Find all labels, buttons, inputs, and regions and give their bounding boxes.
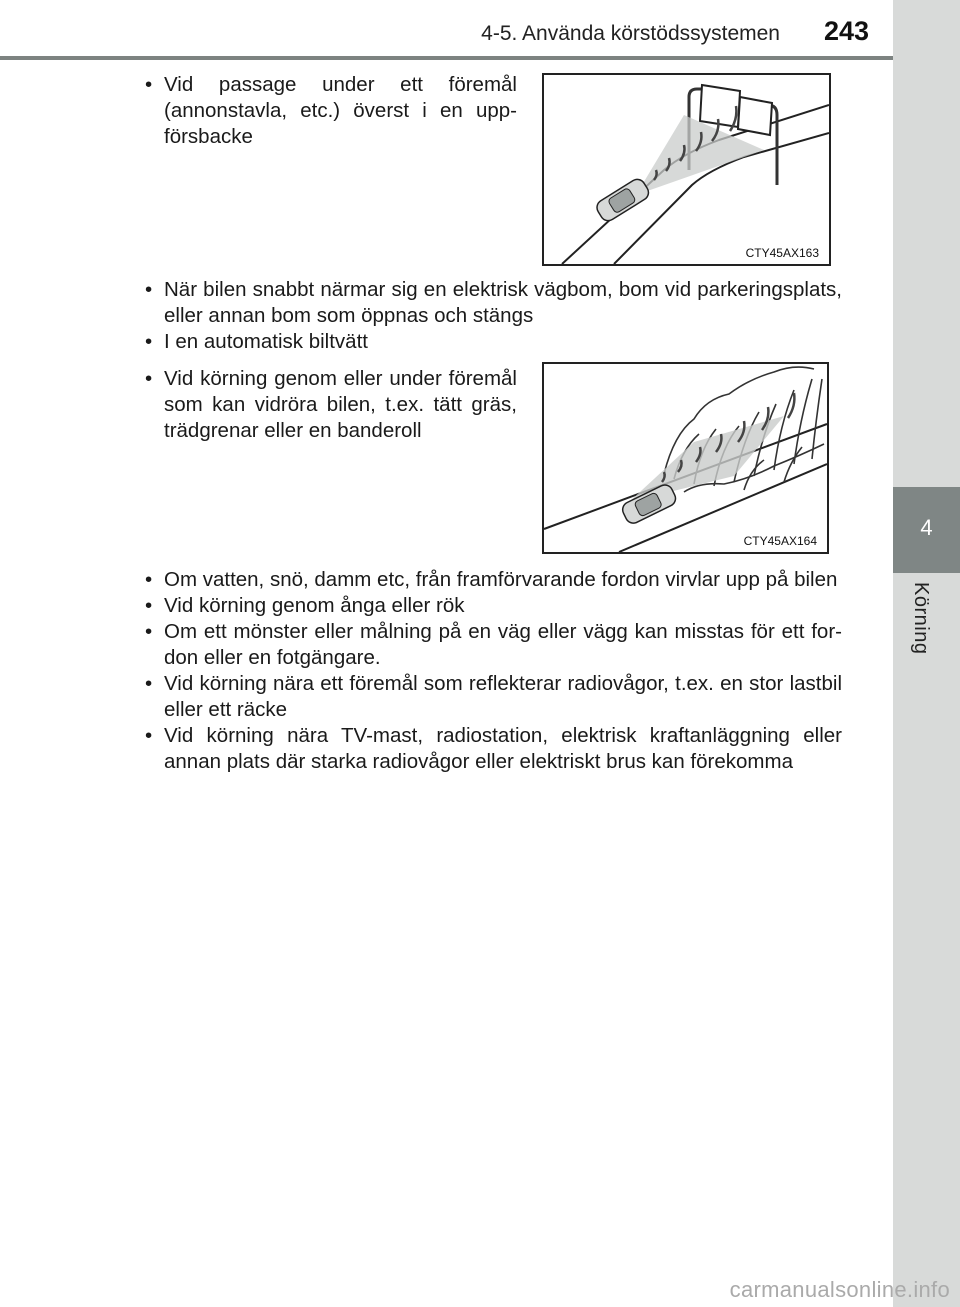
car-under-overhead-sign-illustration [544, 75, 829, 264]
list-item: • Vid körning genom ånga eller rök [121, 593, 842, 619]
list-item: • När bilen snabbt närmar sig en elektrisk vägbom, bom vid parkeringsplats, eller annan bom som öppnas och stängs [121, 277, 842, 329]
car-through-tall-grass-illustration [544, 364, 827, 552]
bullet-list-bottom [121, 567, 842, 775]
list-item: • Om ett mönster eller målning på en väg eller vägg kan misstas för ett fordon eller en fotgängare. [121, 619, 842, 671]
list-item: • Vid körning nära TV-mast, radiostation, elektrisk kraftanläggning eller annan plats där starka radiovågor eller elektriskt brus kan förekomma [121, 723, 842, 775]
figure-tall-grass [542, 362, 829, 554]
chapter-side-tab [893, 0, 960, 1307]
list-item: • Vid körning nära ett föremål som reflekterar radiovågor, t.ex. en stor lastbil eller ett räcke [121, 671, 842, 723]
list-item: • Vid körning genom eller under föremål som kan vidröra bilen, t.ex. tätt gräs, trädgrenar eller en banderoll [121, 366, 517, 444]
watermark-link[interactable]: carmanualsonline.info [729, 1277, 950, 1302]
section-header-title: 4-5. Använda körstödssystemen [481, 22, 780, 45]
bullet-list-middle [121, 277, 842, 355]
side-tab-upper [893, 0, 960, 487]
list-item: • Vid passage under ett föremål (annonstavla, etc.) överst i en uppförsbacke [121, 72, 517, 150]
side-tab-lower [893, 573, 960, 1307]
bullet-list-third [121, 366, 517, 444]
list-item: • I en automatisk biltvätt [121, 329, 842, 355]
page-number: 243 [824, 16, 870, 46]
chapter-number: 4 [920, 515, 933, 540]
bullet-list-top [121, 72, 517, 150]
figure-code: CTY45AX164 [743, 534, 817, 548]
figure-code: CTY45AX163 [745, 246, 819, 260]
chapter-title: Körning [910, 582, 932, 655]
header-rule [0, 56, 893, 60]
list-item: • Om vatten, snö, damm etc, från framförvarande fordon virvlar upp på bilen [121, 567, 842, 593]
figure-overhead-sign [542, 73, 831, 266]
